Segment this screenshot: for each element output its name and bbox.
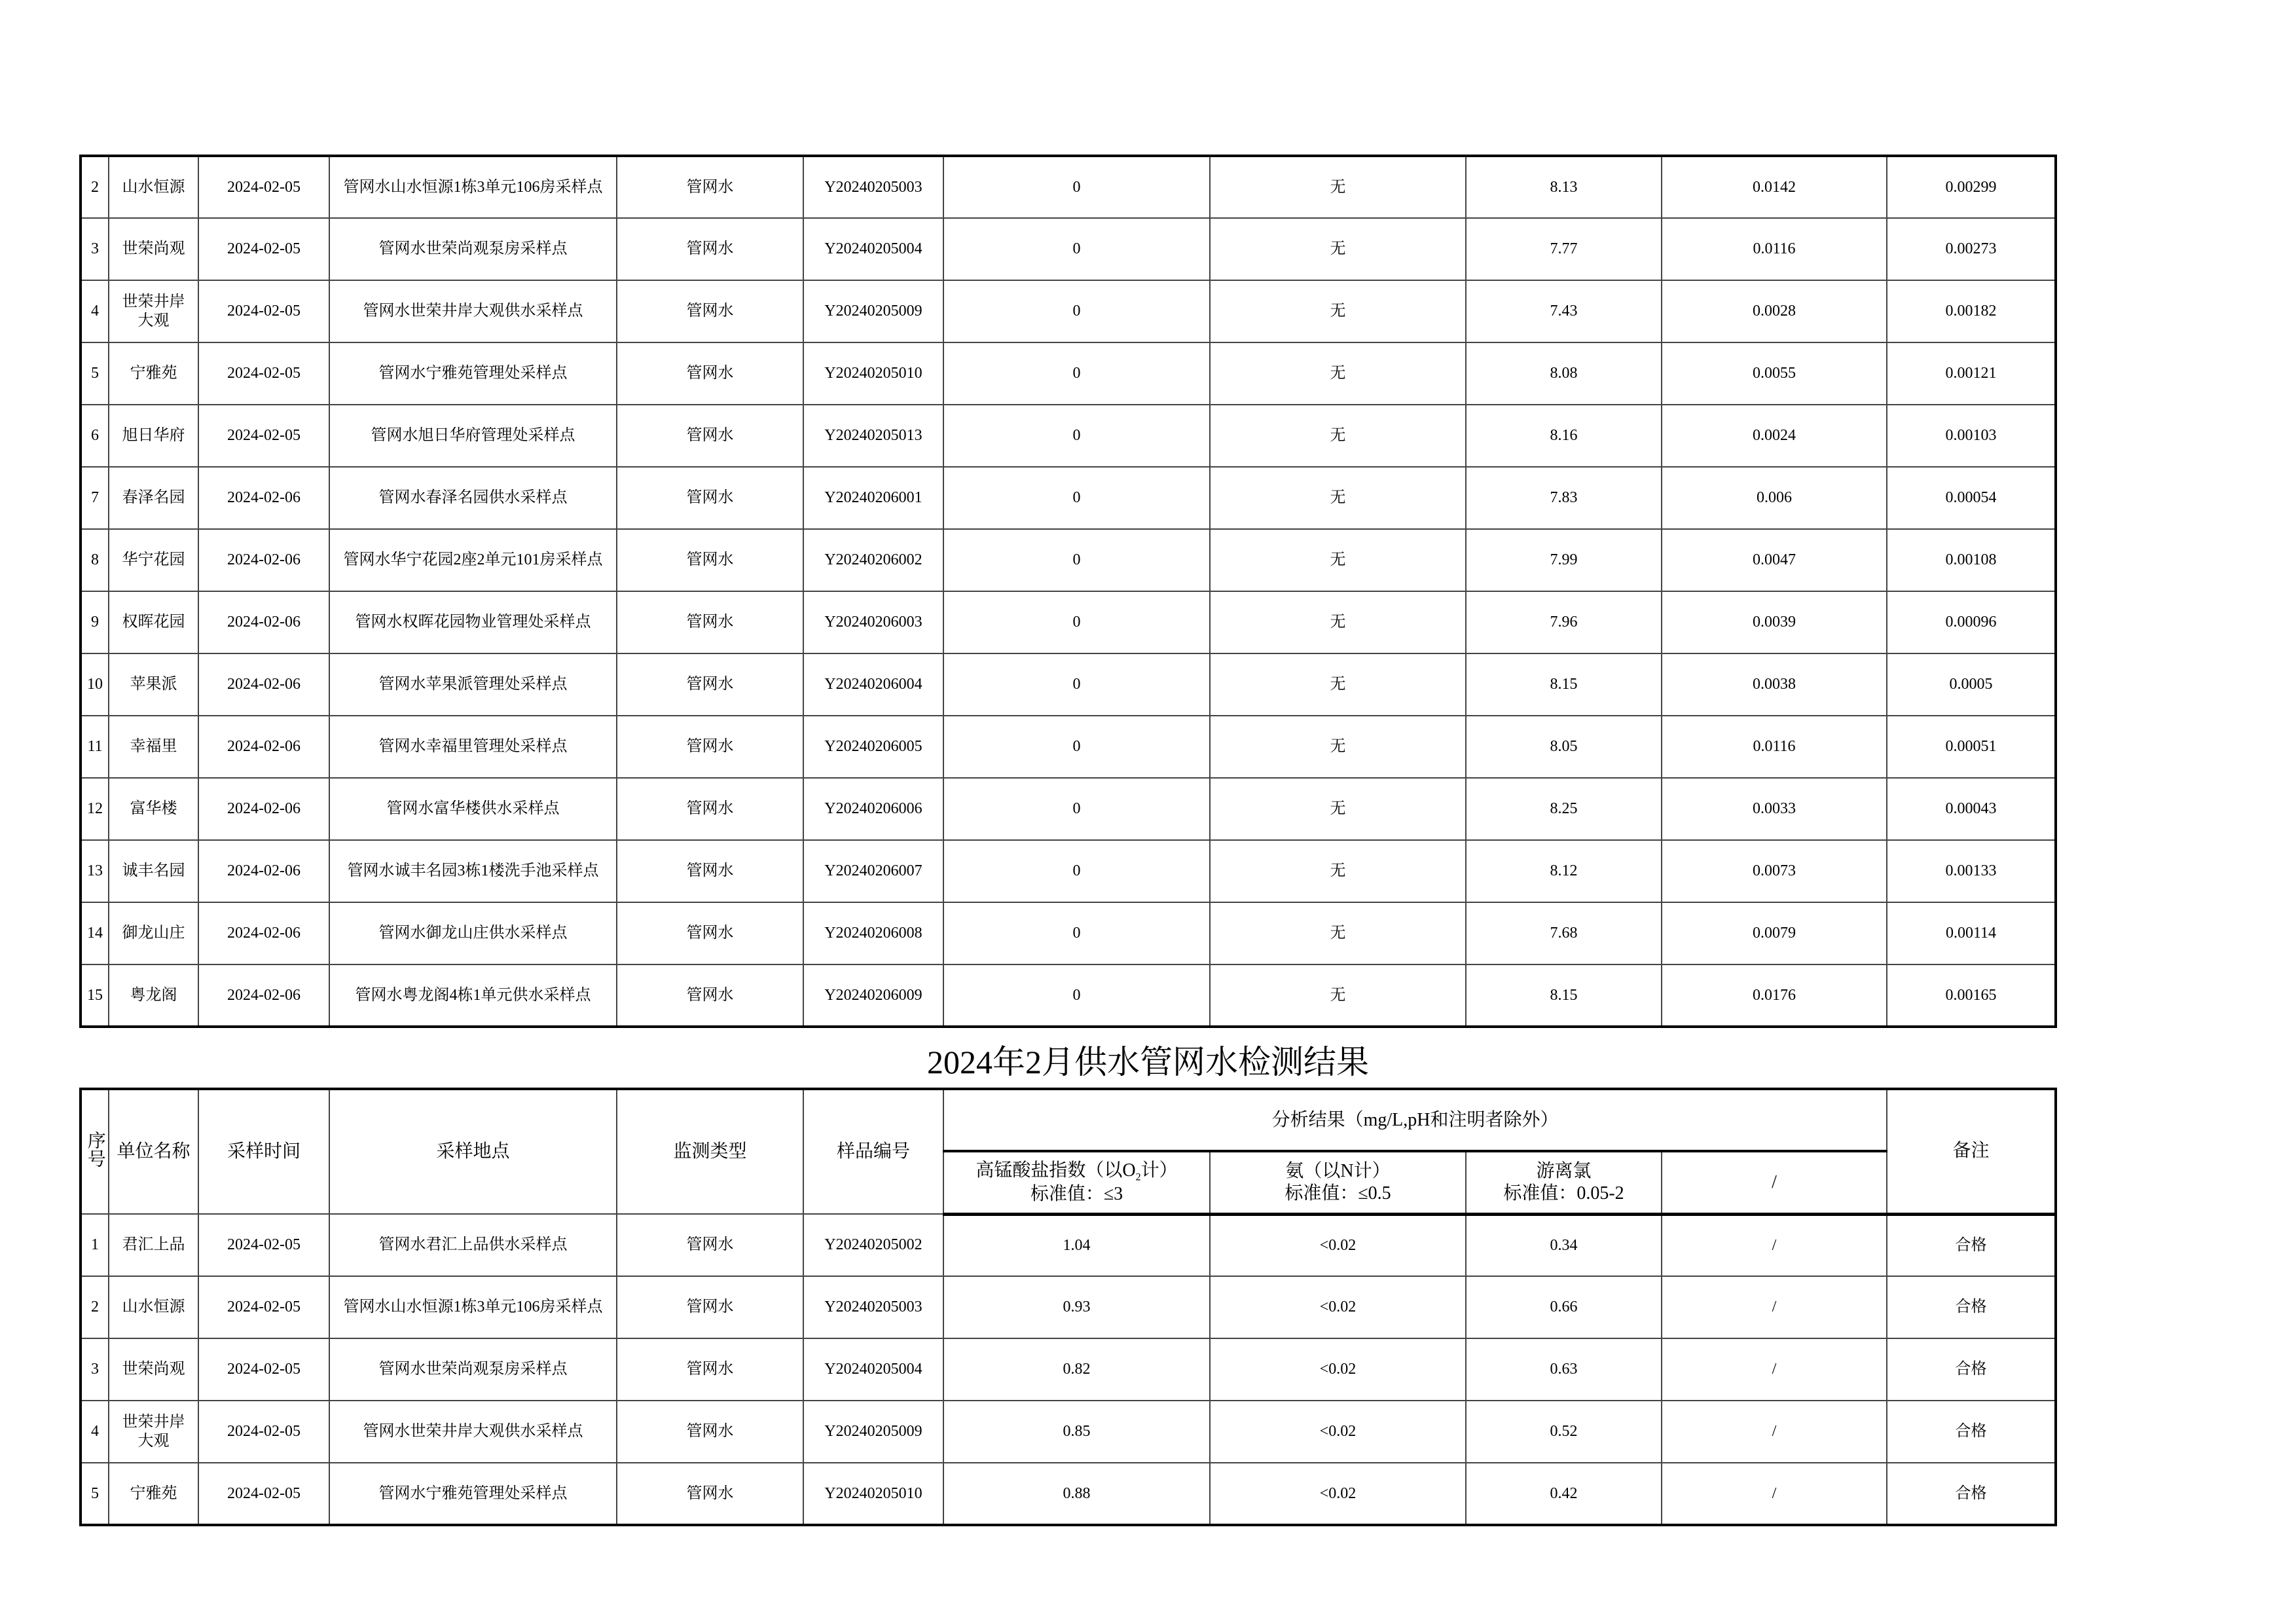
cell-c2: 无: [1210, 342, 1466, 405]
cell-seq: 8: [81, 529, 109, 591]
cell-seq: 6: [81, 405, 109, 467]
table-row: [81, 1214, 2056, 1276]
cell-sample-id: Y20240206009: [803, 964, 943, 1027]
header-remark: 备注: [1887, 1089, 2056, 1214]
cell-c3: 7.77: [1466, 218, 1662, 280]
table-row: [81, 1338, 2056, 1401]
cell-c4: 0.0038: [1662, 653, 1887, 716]
cell-c5: 0.00121: [1887, 342, 2056, 405]
cell-sample-date: 2024-02-06: [198, 716, 329, 778]
cell-c4: /: [1662, 1214, 1887, 1276]
table-row: [81, 1401, 2056, 1463]
cell-c1: 0: [943, 156, 1210, 218]
cell-c5: 0.00043: [1887, 778, 2056, 840]
cell-c5: 合格: [1887, 1463, 2056, 1525]
cell-monitor-type: 管网水: [617, 778, 803, 840]
cell-sample-id: Y20240206004: [803, 653, 943, 716]
cell-c1: 0.93: [943, 1276, 1210, 1338]
header-place: 采样地点: [329, 1089, 617, 1214]
cell-seq: 9: [81, 591, 109, 653]
cell-c4: 0.0142: [1662, 156, 1887, 218]
cell-sample-date: 2024-02-06: [198, 902, 329, 964]
cell-c5: 合格: [1887, 1338, 2056, 1401]
cell-c2: 无: [1210, 405, 1466, 467]
cell-sample-location: 管网水御龙山庄供水采样点: [329, 902, 617, 964]
cell-c2: 无: [1210, 902, 1466, 964]
cell-c4: /: [1662, 1401, 1887, 1463]
cell-seq: 15: [81, 964, 109, 1027]
cell-seq: 3: [81, 1338, 109, 1401]
cell-monitor-type: 管网水: [617, 529, 803, 591]
cell-c5: 0.00103: [1887, 405, 2056, 467]
cell-c3: 7.43: [1466, 280, 1662, 342]
cell-seq: 4: [81, 280, 109, 342]
cell-seq: 2: [81, 156, 109, 218]
header-analysis: 分析结果（mg/L,pH和注明者除外）: [943, 1089, 1887, 1151]
cell-monitor-type: 管网水: [617, 1463, 803, 1525]
header-time: 采样时间: [198, 1089, 329, 1214]
cell-unit-name: 山水恒源: [109, 1276, 198, 1338]
cell-c2: 无: [1210, 529, 1466, 591]
cell-sample-date: 2024-02-06: [198, 467, 329, 529]
table-row: [81, 840, 2056, 902]
table-row: [81, 902, 2056, 964]
cell-c5: 0.00096: [1887, 591, 2056, 653]
cell-c4: 0.0176: [1662, 964, 1887, 1027]
cell-unit-name: 君汇上品: [109, 1214, 198, 1276]
cell-seq: 11: [81, 716, 109, 778]
cell-c2: <0.02: [1210, 1401, 1466, 1463]
cell-monitor-type: 管网水: [617, 467, 803, 529]
cell-unit-name: 山水恒源: [109, 156, 198, 218]
cell-c5: 0.00182: [1887, 280, 2056, 342]
cell-c2: <0.02: [1210, 1338, 1466, 1401]
cell-seq: 7: [81, 467, 109, 529]
cell-c5: 0.00273: [1887, 218, 2056, 280]
cell-sample-date: 2024-02-06: [198, 778, 329, 840]
cell-c1: 0: [943, 902, 1210, 964]
cell-unit-name: 世荣尚观: [109, 218, 198, 280]
cell-sample-location: 管网水权晖花园物业管理处采样点: [329, 591, 617, 653]
cell-sample-date: 2024-02-05: [198, 405, 329, 467]
cell-unit-name: 幸福里: [109, 716, 198, 778]
cell-unit-name: 旭日华府: [109, 405, 198, 467]
cell-monitor-type: 管网水: [617, 653, 803, 716]
header-unit: 单位名称: [109, 1089, 198, 1214]
cell-sample-location: 管网水幸福里管理处采样点: [329, 716, 617, 778]
header-row: [81, 1089, 2056, 1151]
cell-c1: 1.04: [943, 1214, 1210, 1276]
cell-seq: 12: [81, 778, 109, 840]
cell-sample-id: Y20240206001: [803, 467, 943, 529]
cell-sample-id: Y20240206006: [803, 778, 943, 840]
cell-monitor-type: 管网水: [617, 405, 803, 467]
cell-unit-name: 苹果派: [109, 653, 198, 716]
cell-c5: 合格: [1887, 1214, 2056, 1276]
cell-c2: 无: [1210, 964, 1466, 1027]
cell-monitor-type: 管网水: [617, 591, 803, 653]
table-row: [81, 280, 2056, 342]
table-row: [81, 778, 2056, 840]
cell-seq: 1: [81, 1214, 109, 1276]
cell-monitor-type: 管网水: [617, 1401, 803, 1463]
cell-c2: 无: [1210, 156, 1466, 218]
cell-c4: 0.0116: [1662, 716, 1887, 778]
table-row: [81, 467, 2056, 529]
cell-c2: 无: [1210, 716, 1466, 778]
cell-c2: 无: [1210, 840, 1466, 902]
cell-sample-location: 管网水苹果派管理处采样点: [329, 653, 617, 716]
cell-unit-name: 宁雅苑: [109, 1463, 198, 1525]
table-row: [81, 156, 2056, 218]
cell-c4: /: [1662, 1276, 1887, 1338]
cell-c5: 0.00108: [1887, 529, 2056, 591]
cell-sample-date: 2024-02-06: [198, 653, 329, 716]
cell-monitor-type: 管网水: [617, 342, 803, 405]
cell-unit-name: 御龙山庄: [109, 902, 198, 964]
cell-c4: 0.0047: [1662, 529, 1887, 591]
cell-sample-date: 2024-02-05: [198, 1214, 329, 1276]
cell-sample-id: Y20240206007: [803, 840, 943, 902]
cell-c5: 0.00299: [1887, 156, 2056, 218]
cell-sample-location: 管网水华宁花园2座2单元101房采样点: [329, 529, 617, 591]
cell-c2: 无: [1210, 778, 1466, 840]
cell-sample-date: 2024-02-06: [198, 964, 329, 1027]
cell-sample-location: 管网水诚丰名园3栋1楼洗手池采样点: [329, 840, 617, 902]
cell-c5: 0.00114: [1887, 902, 2056, 964]
table-row: [81, 405, 2056, 467]
cell-seq: 2: [81, 1276, 109, 1338]
header-permanganate: 高锰酸盐指数（以$O_2$计） 标准值：≤3: [943, 1151, 1210, 1214]
cell-c3: 0.52: [1466, 1401, 1662, 1463]
cell-monitor-type: 管网水: [617, 1276, 803, 1338]
table-row: [81, 529, 2056, 591]
cell-sample-date: 2024-02-05: [198, 156, 329, 218]
cell-sample-location: 管网水旭日华府管理处采样点: [329, 405, 617, 467]
header-ammonia: 氨（以N计） 标准值：≤0.5: [1210, 1151, 1466, 1214]
cell-c2: 无: [1210, 218, 1466, 280]
cell-sample-date: 2024-02-05: [198, 280, 329, 342]
cell-sample-date: 2024-02-05: [198, 1338, 329, 1401]
cell-c1: 0: [943, 529, 1210, 591]
cell-sample-id: Y20240205009: [803, 280, 943, 342]
cell-c5: 0.00165: [1887, 964, 2056, 1027]
cell-sample-id: Y20240205010: [803, 1463, 943, 1525]
cell-sample-id: Y20240205003: [803, 1276, 943, 1338]
cell-c1: 0.85: [943, 1401, 1210, 1463]
results-table-continued: [79, 155, 2057, 1028]
cell-c2: 无: [1210, 591, 1466, 653]
cell-c4: 0.006: [1662, 467, 1887, 529]
cell-sample-id: Y20240206005: [803, 716, 943, 778]
cell-c5: 0.00133: [1887, 840, 2056, 902]
cell-unit-name: 世荣井岸大观: [109, 1401, 198, 1463]
header-empty: /: [1662, 1151, 1887, 1214]
cell-c4: 0.0116: [1662, 218, 1887, 280]
cell-sample-location: 管网水山水恒源1栋3单元106房采样点: [329, 1276, 617, 1338]
header-sample: 样品编号: [803, 1089, 943, 1214]
cell-sample-location: 管网水世荣尚观泵房采样点: [329, 1338, 617, 1401]
page-title: 2024年2月供水管网水检测结果: [927, 1044, 1369, 1080]
table-row: [81, 218, 2056, 280]
cell-c4: 0.0039: [1662, 591, 1887, 653]
cell-c3: 8.08: [1466, 342, 1662, 405]
cell-c5: 0.00054: [1887, 467, 2056, 529]
cell-unit-name: 诚丰名园: [109, 840, 198, 902]
cell-c3: 7.99: [1466, 529, 1662, 591]
cell-sample-id: Y20240205009: [803, 1401, 943, 1463]
cell-c1: 0: [943, 778, 1210, 840]
cell-monitor-type: 管网水: [617, 840, 803, 902]
cell-c3: 8.05: [1466, 716, 1662, 778]
cell-c3: 7.83: [1466, 467, 1662, 529]
cell-c4: 0.0079: [1662, 902, 1887, 964]
cell-c3: 7.68: [1466, 902, 1662, 964]
cell-sample-id: Y20240205002: [803, 1214, 943, 1276]
cell-sample-location: 管网水宁雅苑管理处采样点: [329, 1463, 617, 1525]
cell-monitor-type: 管网水: [617, 156, 803, 218]
cell-c3: 8.25: [1466, 778, 1662, 840]
cell-c4: /: [1662, 1338, 1887, 1401]
cell-sample-date: 2024-02-05: [198, 1463, 329, 1525]
cell-c2: <0.02: [1210, 1463, 1466, 1525]
cell-seq: 14: [81, 902, 109, 964]
cell-monitor-type: 管网水: [617, 1338, 803, 1401]
cell-sample-date: 2024-02-05: [198, 1401, 329, 1463]
cell-sample-date: 2024-02-06: [198, 529, 329, 591]
cell-seq: 3: [81, 218, 109, 280]
cell-c3: 8.16: [1466, 405, 1662, 467]
cell-sample-id: Y20240206002: [803, 529, 943, 591]
cell-c1: 0: [943, 342, 1210, 405]
table-row: [81, 342, 2056, 405]
cell-c5: 0.00051: [1887, 716, 2056, 778]
cell-sample-date: 2024-02-05: [198, 342, 329, 405]
cell-c1: 0.82: [943, 1338, 1210, 1401]
cell-c2: 无: [1210, 467, 1466, 529]
cell-c4: 0.0055: [1662, 342, 1887, 405]
cell-sample-location: 管网水世荣尚观泵房采样点: [329, 218, 617, 280]
cell-sample-date: 2024-02-06: [198, 840, 329, 902]
cell-sample-location: 管网水粤龙阁4栋1单元供水采样点: [329, 964, 617, 1027]
table-row: [81, 1463, 2056, 1525]
cell-c4: 0.0073: [1662, 840, 1887, 902]
cell-sample-id: Y20240205003: [803, 156, 943, 218]
cell-seq: 4: [81, 1401, 109, 1463]
cell-c1: 0: [943, 591, 1210, 653]
cell-unit-name: 富华楼: [109, 778, 198, 840]
cell-monitor-type: 管网水: [617, 716, 803, 778]
cell-unit-name: 世荣井岸大观: [109, 280, 198, 342]
cell-unit-name: 宁雅苑: [109, 342, 198, 405]
cell-seq: 10: [81, 653, 109, 716]
cell-c4: 0.0024: [1662, 405, 1887, 467]
table-row: [81, 716, 2056, 778]
cell-sample-location: 管网水春泽名园供水采样点: [329, 467, 617, 529]
cell-monitor-type: 管网水: [617, 1214, 803, 1276]
cell-c1: 0: [943, 840, 1210, 902]
table-row: [81, 964, 2056, 1027]
table-row: [81, 653, 2056, 716]
cell-c1: 0: [943, 964, 1210, 1027]
cell-c5: 合格: [1887, 1401, 2056, 1463]
cell-c2: <0.02: [1210, 1214, 1466, 1276]
cell-sample-id: Y20240205004: [803, 218, 943, 280]
results-table: [79, 1088, 2057, 1526]
cell-c1: 0: [943, 405, 1210, 467]
header-free-chlorine: 游离氯 标准值：0.05-2: [1466, 1151, 1662, 1214]
header-seq: 序号: [81, 1089, 109, 1214]
table-row: [81, 1276, 2056, 1338]
cell-sample-date: 2024-02-06: [198, 591, 329, 653]
cell-sample-id: Y20240205010: [803, 342, 943, 405]
cell-sample-location: 管网水君汇上品供水采样点: [329, 1214, 617, 1276]
cell-sample-date: 2024-02-05: [198, 218, 329, 280]
cell-unit-name: 华宁花园: [109, 529, 198, 591]
cell-unit-name: 权晖花园: [109, 591, 198, 653]
cell-monitor-type: 管网水: [617, 964, 803, 1027]
cell-c3: 7.96: [1466, 591, 1662, 653]
cell-unit-name: 世荣尚观: [109, 1338, 198, 1401]
cell-c1: 0: [943, 218, 1210, 280]
cell-c5: 合格: [1887, 1276, 2056, 1338]
cell-c4: /: [1662, 1463, 1887, 1525]
cell-c3: 0.66: [1466, 1276, 1662, 1338]
cell-c4: 0.0033: [1662, 778, 1887, 840]
cell-sample-location: 管网水宁雅苑管理处采样点: [329, 342, 617, 405]
table-row: [81, 591, 2056, 653]
cell-sample-location: 管网水世荣井岸大观供水采样点: [329, 1401, 617, 1463]
cell-sample-date: 2024-02-05: [198, 1276, 329, 1338]
cell-c3: 0.34: [1466, 1214, 1662, 1276]
cell-c1: 0: [943, 653, 1210, 716]
cell-sample-location: 管网水富华楼供水采样点: [329, 778, 617, 840]
cell-sample-location: 管网水山水恒源1栋3单元106房采样点: [329, 156, 617, 218]
cell-seq: 5: [81, 1463, 109, 1525]
cell-c3: 0.63: [1466, 1338, 1662, 1401]
cell-c4: 0.0028: [1662, 280, 1887, 342]
cell-c3: 8.15: [1466, 964, 1662, 1027]
cell-c1: 0: [943, 716, 1210, 778]
cell-seq: 13: [81, 840, 109, 902]
cell-c1: 0.88: [943, 1463, 1210, 1525]
cell-sample-id: Y20240206003: [803, 591, 943, 653]
cell-seq: 5: [81, 342, 109, 405]
cell-monitor-type: 管网水: [617, 902, 803, 964]
cell-sample-id: Y20240206008: [803, 902, 943, 964]
cell-monitor-type: 管网水: [617, 280, 803, 342]
cell-c5: 0.0005: [1887, 653, 2056, 716]
cell-unit-name: 粤龙阁: [109, 964, 198, 1027]
header-type: 监测类型: [617, 1089, 803, 1214]
cell-monitor-type: 管网水: [617, 218, 803, 280]
cell-sample-id: Y20240205004: [803, 1338, 943, 1401]
cell-sample-location: 管网水世荣井岸大观供水采样点: [329, 280, 617, 342]
cell-c3: 8.13: [1466, 156, 1662, 218]
cell-c1: 0: [943, 467, 1210, 529]
cell-c2: <0.02: [1210, 1276, 1466, 1338]
cell-c1: 0: [943, 280, 1210, 342]
cell-c3: 8.12: [1466, 840, 1662, 902]
cell-c2: 无: [1210, 653, 1466, 716]
cell-c3: 8.15: [1466, 653, 1662, 716]
cell-unit-name: 春泽名园: [109, 467, 198, 529]
cell-c2: 无: [1210, 280, 1466, 342]
cell-c3: 0.42: [1466, 1463, 1662, 1525]
cell-sample-id: Y20240205013: [803, 405, 943, 467]
